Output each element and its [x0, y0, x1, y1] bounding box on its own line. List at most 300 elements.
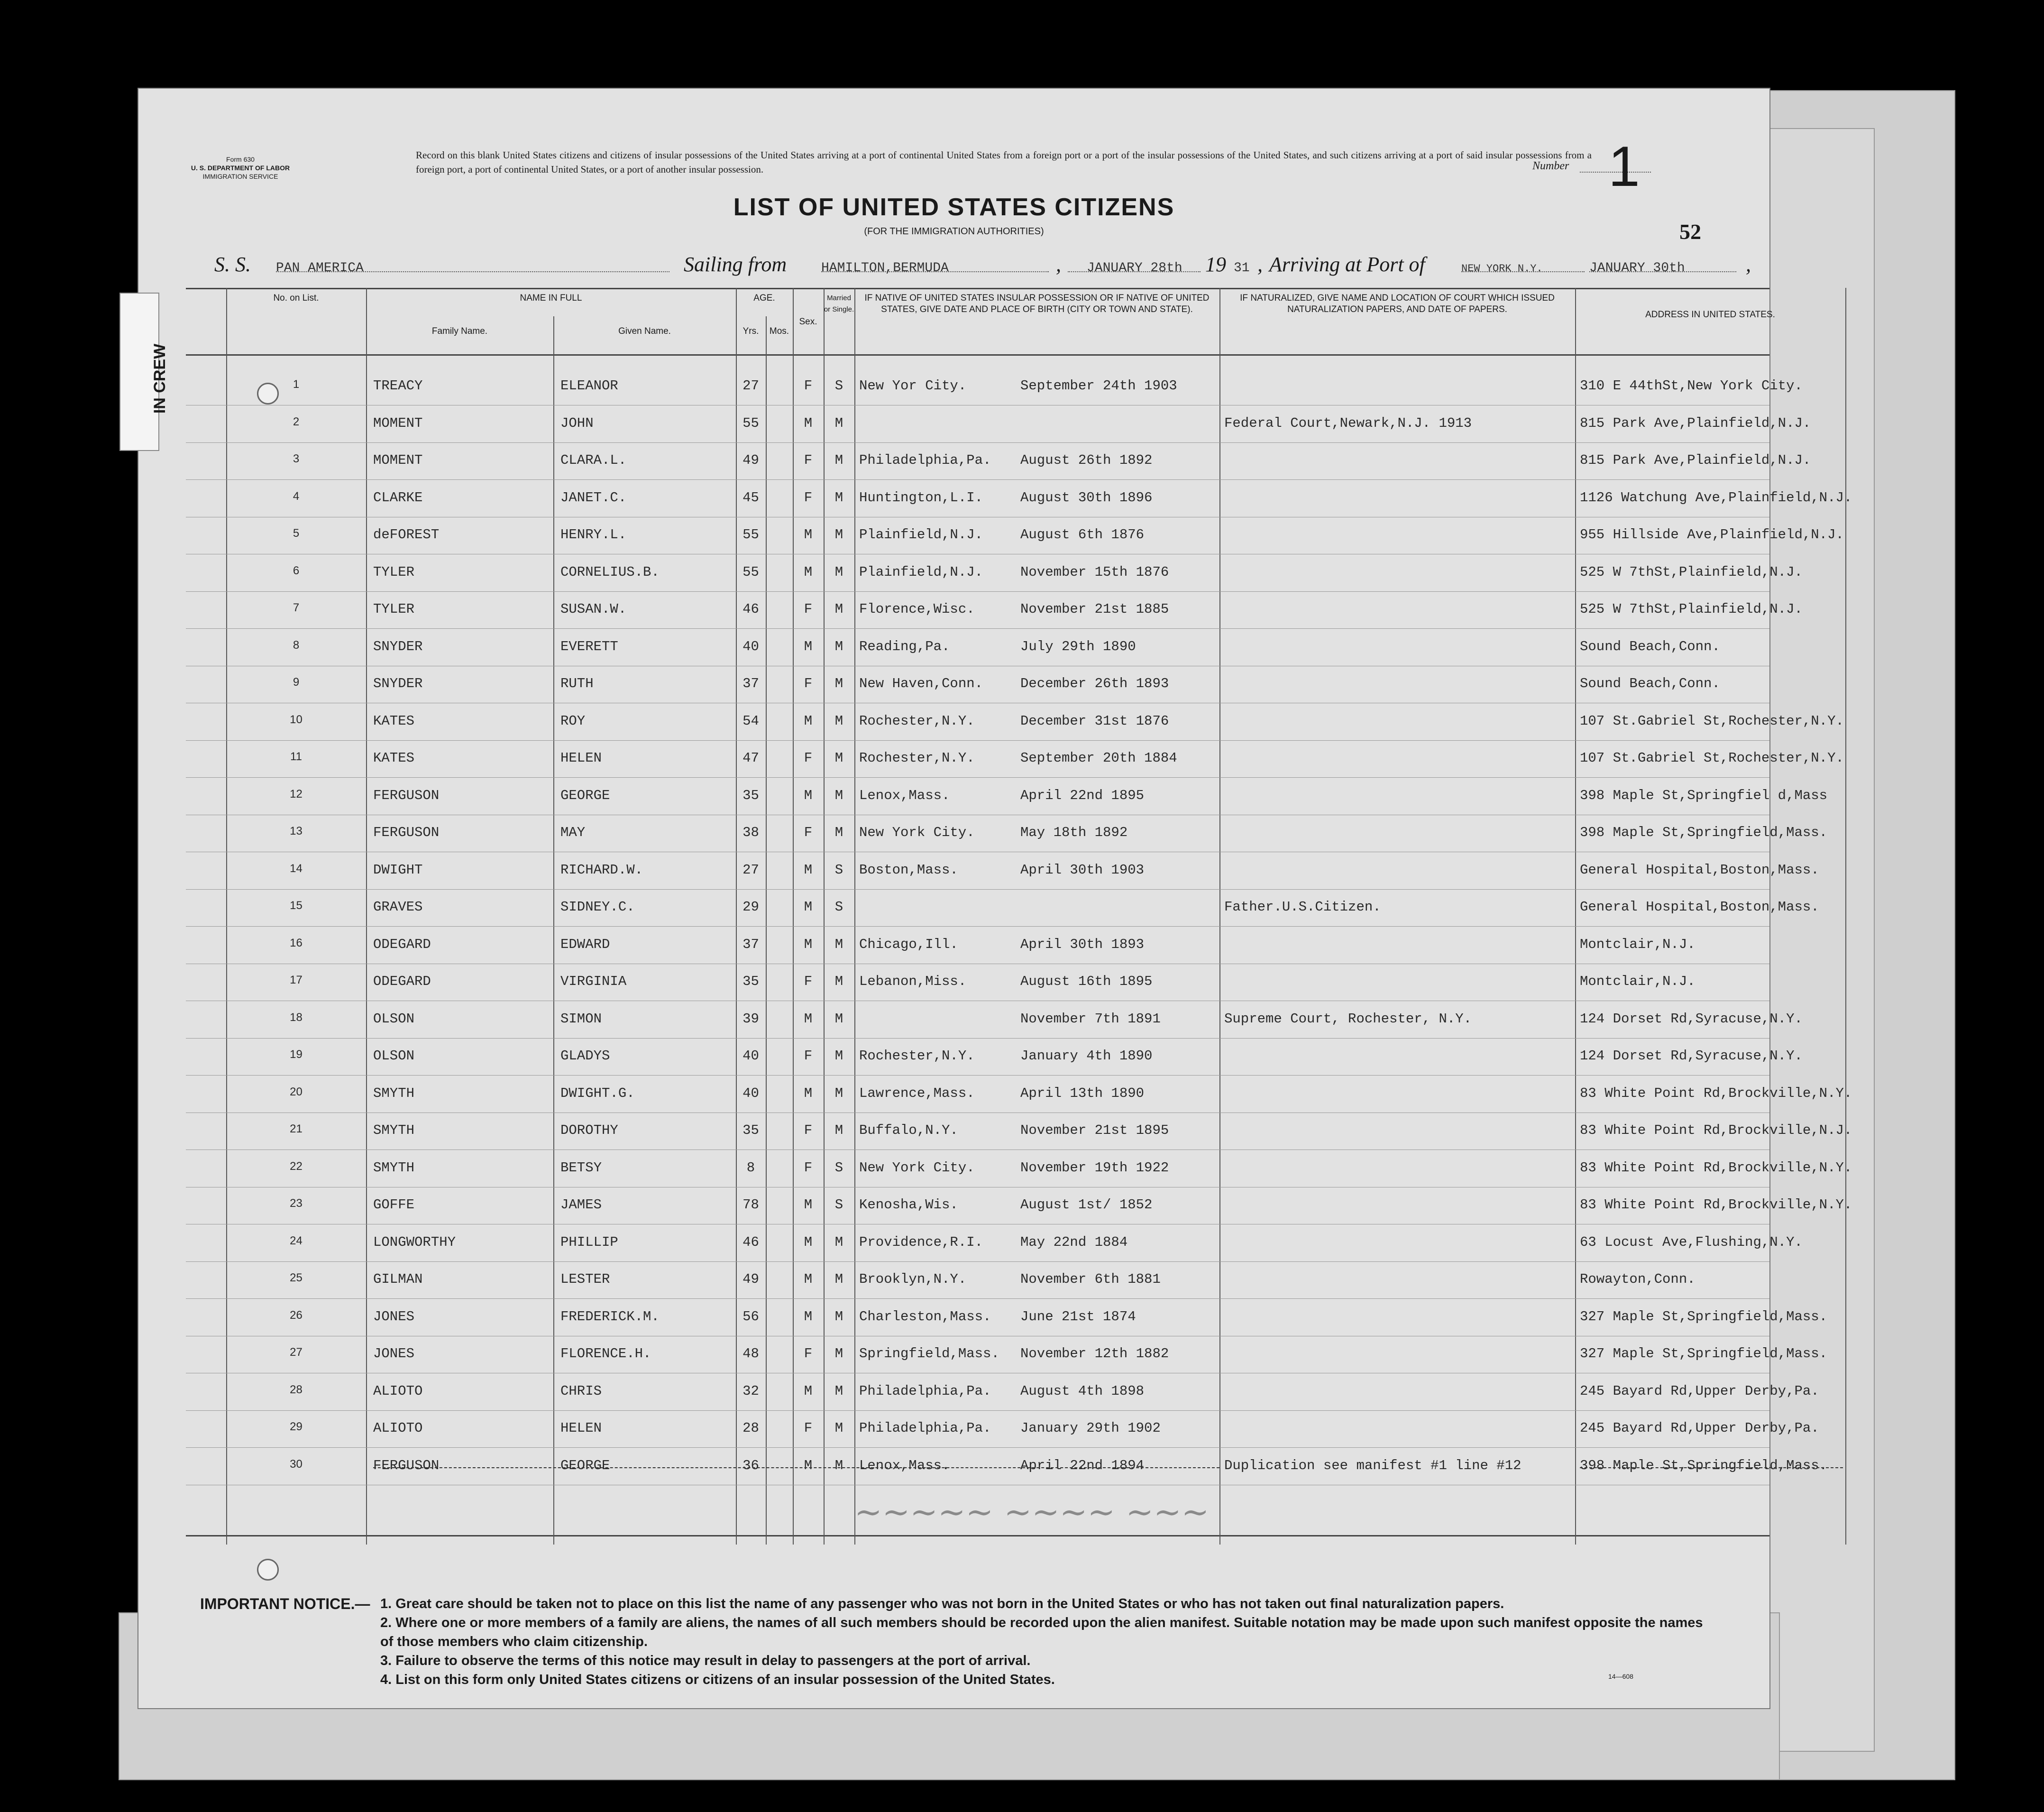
- cell-given: RUTH: [560, 676, 594, 691]
- cell-sex: F: [804, 1346, 813, 1361]
- cell-date: August 16th 1895: [1020, 974, 1153, 989]
- cell-status: M: [834, 1271, 843, 1287]
- cell-age: 38: [742, 825, 759, 840]
- cell-no: 1: [293, 378, 300, 391]
- cell-status: M: [834, 936, 843, 952]
- cell-family: ODEGARD: [373, 974, 431, 989]
- cell-no: 17: [290, 974, 302, 986]
- cell-status: M: [834, 1420, 843, 1436]
- notice-item: 2. Where one or more members of a family are aliens, the names of all such members should be recorded upon the alien manifest. Suitable notation may be made upon such manifest opposite the names of those members who claim citizenship.: [380, 1615, 1703, 1649]
- manifest-page: Form 630 U. S. DEPARTMENT OF LABOR IMMIGRATION SERVICE Record on this blank United States citizens and citizens of insular possessions of the United States arriving at a port of continental United States from a foreign port or a port of the insular possessions of the United States, and such citizens arriving at a port of said insular possessions from a foreign port, a port of continental United States, or a port of another insular possession. Number 1 LIST OF UNITED STATES CITIZENS (FOR THE IMMIGRATION AUTHORITIES) 52 S. S. PAN AMERICA Sailing from HAMILTON,BERMUDA , JANUARY 28th 19 31 , Arriving at Port of NEW YORK N.Y. JANUARY 30th , No. on List. NAME IN FULL Family Name. Given Name. AGE. Yrs. Mos. Sex. Married or Single. IF NATIVE OF UNITED STATES INSULAR POSSESSION OR IF NATIVE OF UNITED STATES, GIVE DATE AND PLACE OF BIRTH (CITY OR TOWN AND STATE). IF NATURALIZED, GIVE NAME AND LOCATION OF COURT WHICH ISSUED NATURALIZATION PAPERS, AND DATE OF PAPERS. ADDRESS IN UNITED STATES. 1 TREACY ELEANOR 27 F S New Yor City. September 24th 1903 310 E 44thSt,New York City. 2 MOMENT JOHN 55 M M Federal Court,Newark,N.J. 1913 815 Park Ave,Plainfield,N.J. 3 MOMENT CLARA.L. 49 F M Philadelphia,Pa. August 26th 1892 815 Park Ave,Plainfield,N.J. 4 CLARKE JANET.C. 45 F M Huntington,L.I. August 30th 1896 1126 Watchung Ave,Plainfield,N.J. 5 deFOREST HENRY.L. 55 M M Plainfield,N.J. August 6th 1876 955 Hillside Ave,Plainfield,N.J. 6 TYLER CORNELIUS.B. 55 M M Plainfield,N.J. November 15th 1876 525 W 7thSt,Plainfield,N.J. 7 TYLER SUSAN.W. 46 F M Florence,Wisc. November 21st 1885 525 W 7thSt,Plainfield,N.J. 8 SNYDER EVERETT 40 M M Reading,Pa. July 29th 1890 Sound Beach,Conn. 9 SNYDER RUTH 37 F M New Haven,Conn. December 26th 1893 Sound Beach,Conn. 10 KATES ROY 54 M M Rochester,N.Y. December 31st 1876 107 St.Gabriel St,Rochester,N.Y. 11 KATES HELEN 47 F M Rochester,N.Y. September 20th 1884 107 St.Gabriel St,Rochester,N.Y. 12 FERGUSON GEORGE 35 M M Lenox,Mass. April 22nd 1895 398 Maple St,Springfiel d,Mass 13 FERGUSON MAY 38 F M New York City. May 18th 1892 398 Maple St,Springfield,Mass. 14 DWIGHT RICHARD.W. 27 M S Boston,Mass. April 30th 1903 General Hospital,Boston,Mass. 15 GRAVES SIDNEY.C. 29 M S Father.U.S.Citizen. General Hospital,Boston,Mass. 16 ODEGARD EDWARD 37 M M Chicago,Ill. April 30th 1893 Montclair,N.J. 17 ODEGARD VIRGINIA 35 F M Lebanon,Miss. August 16th 1895 Montclair,N.J. 18 OLSON SIMON 39 M M November 7th 1891 Supreme Court, Rochester, N.Y. 124 Dorset Rd,Syracuse,N.Y. 19 OLSON GLADYS 40 F M Rochester,N.Y. January 4th 1890 124 Dorset Rd,Syracuse,N.Y. 20 SMYTH DWIGHT.G. 40 M M Lawrence,Mass. April 13th 1890 83 White Point Rd,Brockville,N.Y. 21 SMYTH DOROTHY 35 F M Buffalo,N.Y. November 21st 1895 83 White Point Rd,Brockville,N.J. 22 SMYTH BETSY 8 F S New York City. November 19th 1922 83 White Point Rd,Brockville,N.Y. 23 GOFFE JAMES 78 M S Kenosha,Wis. August 1st/ 1852 83 White Point Rd,Brockville,N.Y. 24 LONGWORTHY PHILLIP 46 M M Providence,R.I. May 22nd 1884 63 Locust Ave,Flushing,N.Y. 25 GILMAN LESTER 49 M M Brooklyn,N.Y. November 6th 1881 Rowayton,Conn. 26 JONES FREDERICK.M. 56 M M Charleston,Mass. June 21st 1874 327 Maple St,Springfield,Mass. 27 JONES FLORENCE.H. 48 F M Springfield,Mass. November 12th 1882 327 Maple St,Springfield,Mass. 28 ALIOTO CHRIS 32 M M Philadelphia,Pa. August 4th 1898 245 Bayard Rd,Upper Derby,Pa. 29 ALIOTO HELEN 28 F M Philadelphia,Pa. January 29th 1902 245 Bayard Rd,Upper Derby,Pa. 30 FERGUSON GEORGE 36 M M Lenox,Mass. April 22nd 1894 Duplication see manifest #1 line #12 398 Maple St,Springfield,Mass. IN CREW ~~~~~ ~~~~ ~~~ IMPORTANT NOTICE.— 1. Great care should be taken not to place on this list the name of any passenger who was not born in the United States or who has not taken out final naturalization papers. 2. Where one or more members of a family are aliens, the names of all such members should be recorded upon the alien manifest. Suitable notation may be made upon such manifest opposite the names of those members who claim citizenship. 3. Failure to observe the terms of this notice may result in delay to passengers at the port of arrival. 4. List on this form only United States citizens or citizens of an insular possession of the United States. 14—608: [137, 88, 1770, 1709]
- row-divider: [186, 1075, 1769, 1076]
- row-divider: [186, 926, 1769, 927]
- cell-age: 37: [742, 676, 759, 691]
- cell-age: 46: [742, 601, 759, 617]
- row-divider: [186, 628, 1769, 629]
- cell-given: VIRGINIA: [560, 974, 627, 989]
- footer-code: 14—608: [1608, 1673, 1633, 1680]
- sailing-year-prefix: 19: [1205, 253, 1226, 276]
- cell-no: 28: [290, 1383, 302, 1396]
- cell-family: FERGUSON: [373, 825, 440, 840]
- cell-family: TREACY: [373, 378, 423, 394]
- cell-age: 55: [742, 527, 759, 543]
- header-no: No. on List.: [273, 293, 319, 303]
- cell-status: S: [834, 378, 843, 394]
- cell-family: JONES: [373, 1308, 415, 1325]
- cell-age: 54: [742, 713, 759, 729]
- cell-given: FLORENCE.H.: [560, 1346, 651, 1361]
- cell-age: 29: [742, 899, 759, 915]
- header-given-name: Given Name.: [618, 326, 671, 336]
- cell-sex: F: [804, 601, 813, 617]
- cell-date: April 30th 1903: [1020, 862, 1145, 878]
- cell-status: M: [834, 676, 843, 691]
- number-label: Number: [1532, 160, 1569, 172]
- cell-family: TYLER: [373, 564, 415, 580]
- cell-place: Lebanon,Miss.: [859, 974, 967, 989]
- cell-status: M: [834, 489, 843, 506]
- cell-address: 107 St.Gabriel St,Rochester,N.Y.: [1580, 713, 1844, 729]
- cell-status: M: [834, 601, 843, 617]
- cell-address: 310 E 44thSt,New York City.: [1580, 378, 1803, 394]
- cell-given: HELEN: [560, 750, 602, 766]
- row-divider: [186, 442, 1769, 443]
- cell-no: 26: [290, 1308, 302, 1322]
- cell-age: 40: [742, 638, 759, 654]
- passenger-table: [186, 288, 1852, 1545]
- row-divider: [186, 1038, 1769, 1039]
- cell-date: April 22nd 1895: [1020, 787, 1145, 803]
- page-number: 52: [1679, 220, 1701, 244]
- cell-address: Rowayton,Conn.: [1580, 1271, 1696, 1287]
- cell-address: Sound Beach,Conn.: [1580, 676, 1720, 691]
- cell-no: 5: [293, 527, 300, 540]
- cell-family: TYLER: [373, 601, 415, 617]
- cell-family: KATES: [373, 750, 415, 766]
- cell-no: 24: [290, 1234, 302, 1247]
- cell-family: SMYTH: [373, 1122, 415, 1138]
- cell-age: 8: [746, 1159, 755, 1176]
- cell-place: Buffalo,N.Y.: [859, 1122, 958, 1138]
- cell-age: 36: [742, 1457, 759, 1473]
- cell-status: M: [834, 825, 843, 840]
- cell-address: 245 Bayard Rd,Upper Derby,Pa.: [1580, 1383, 1819, 1399]
- cell-family: GOFFE: [373, 1197, 415, 1213]
- cell-family: GRAVES: [373, 899, 423, 915]
- cell-date: January 29th 1902: [1020, 1420, 1161, 1436]
- cell-age: 27: [742, 378, 759, 394]
- cell-sex: M: [804, 899, 813, 915]
- cell-sex: M: [804, 862, 813, 878]
- cell-address: 398 Maple St,Springfiel d,Mass: [1580, 787, 1828, 803]
- cell-family: JONES: [373, 1346, 415, 1361]
- row-divider: [186, 1298, 1769, 1299]
- cell-sex: M: [804, 713, 813, 729]
- cell-place: Boston,Mass.: [859, 862, 958, 878]
- cell-status: M: [834, 1234, 843, 1250]
- cell-age: 49: [742, 452, 759, 468]
- cell-place: New York City.: [859, 1159, 975, 1176]
- cell-date: November 19th 1922: [1020, 1159, 1169, 1176]
- cell-place: Rochester,N.Y.: [859, 1048, 975, 1064]
- cell-address: 327 Maple St,Springfield,Mass.: [1580, 1308, 1828, 1325]
- cell-place: Plainfield,N.J.: [859, 564, 983, 580]
- cell-sex: M: [804, 415, 813, 431]
- cell-sex: F: [804, 825, 813, 840]
- cell-age: 35: [742, 974, 759, 989]
- cell-no: 18: [290, 1011, 302, 1024]
- cell-age: 39: [742, 1011, 759, 1027]
- cell-sex: M: [804, 1383, 813, 1399]
- cell-address: 124 Dorset Rd,Syracuse,N.Y.: [1580, 1048, 1803, 1064]
- header-sex: Sex.: [799, 317, 817, 327]
- cell-no: 2: [293, 415, 300, 428]
- cell-no: 30: [290, 1457, 302, 1471]
- cell-no: 25: [290, 1271, 302, 1284]
- cell-no: 14: [290, 862, 302, 875]
- ss-label: S. S.: [214, 253, 251, 276]
- cell-place: Philadelphia,Pa.: [859, 1420, 991, 1436]
- cell-date: December 26th 1893: [1020, 676, 1169, 691]
- cell-place: New Yor City.: [859, 378, 967, 394]
- row-divider: [186, 1261, 1769, 1262]
- cell-age: 35: [742, 1122, 759, 1138]
- cell-date: November 21st 1885: [1020, 601, 1169, 617]
- cell-family: deFOREST: [373, 527, 440, 543]
- department: U. S. DEPARTMENT OF LABOR: [191, 164, 290, 172]
- cell-no: 21: [290, 1122, 302, 1135]
- cell-given: ELEANOR: [560, 378, 618, 394]
- cell-status: M: [834, 1383, 843, 1399]
- sailing-year: 31: [1234, 261, 1250, 276]
- sailing-port-line: [821, 252, 1049, 276]
- header-married: Married or Single.: [824, 294, 854, 313]
- notice-item: 1. Great care should be taken not to place on this list the name of any passenger who was not born in the United States or who has not taken out final naturalization papers.: [380, 1596, 1504, 1611]
- cell-address: 815 Park Ave,Plainfield,N.J.: [1580, 415, 1811, 431]
- cell-age: 45: [742, 489, 759, 506]
- cell-given: JANET.C.: [560, 489, 627, 506]
- notice-item: 4. List on this form only United States citizens or citizens of an insular possession of the United States.: [380, 1672, 1055, 1687]
- cell-address: 83 White Point Rd,Brockville,N.Y.: [1580, 1085, 1852, 1101]
- cell-age: 40: [742, 1048, 759, 1064]
- cell-given: EDWARD: [560, 936, 610, 952]
- cell-sex: M: [804, 1197, 813, 1213]
- cell-given: SUSAN.W.: [560, 601, 627, 617]
- cell-place: New Haven,Conn.: [859, 676, 983, 691]
- cell-date: June 21st 1874: [1020, 1308, 1136, 1325]
- cell-family: LONGWORTHY: [373, 1234, 456, 1250]
- cell-family: KATES: [373, 713, 415, 729]
- cell-address: 955 Hillside Ave,Plainfield,N.J.: [1580, 527, 1844, 543]
- cell-sex: M: [804, 1234, 813, 1250]
- cell-age: 46: [742, 1234, 759, 1250]
- cell-address: 525 W 7thSt,Plainfield,N.J.: [1580, 564, 1803, 580]
- sailing-label: Sailing from: [684, 253, 787, 276]
- cell-sex: F: [804, 974, 813, 989]
- cell-address: Montclair,N.J.: [1580, 974, 1696, 989]
- cell-family: ALIOTO: [373, 1420, 423, 1436]
- cell-family: FERGUSON: [373, 787, 440, 803]
- cell-no: 16: [290, 936, 302, 949]
- cell-no: 22: [290, 1159, 302, 1173]
- cell-place: Charleston,Mass.: [859, 1308, 991, 1325]
- cell-date: April 30th 1893: [1020, 936, 1145, 952]
- form-identifier: [186, 155, 295, 181]
- cell-address: Sound Beach,Conn.: [1580, 638, 1720, 654]
- cell-address: General Hospital,Boston,Mass.: [1580, 899, 1819, 915]
- cell-age: 55: [742, 415, 759, 431]
- cell-sex: M: [804, 1011, 813, 1027]
- cell-sex: M: [804, 1271, 813, 1287]
- sailing-date-line: [1068, 252, 1201, 276]
- row-divider: [186, 777, 1769, 778]
- row-divider: [186, 740, 1769, 741]
- cell-status: S: [834, 1159, 843, 1176]
- arriving-date: JANUARY 30th: [1589, 261, 1685, 276]
- cell-naturalized: Duplication see manifest #1 line #12: [1224, 1457, 1522, 1473]
- cell-family: DWIGHT: [373, 862, 423, 878]
- cell-age: 47: [742, 750, 759, 766]
- cell-age: 48: [742, 1346, 759, 1361]
- cell-given: EVERETT: [560, 638, 618, 654]
- manifest-number: 1: [1608, 135, 1640, 198]
- cell-date: August 4th 1898: [1020, 1383, 1145, 1399]
- cell-given: GEORGE: [560, 787, 610, 803]
- cell-age: 35: [742, 787, 759, 803]
- cell-sex: M: [804, 564, 813, 580]
- cell-date: May 18th 1892: [1020, 825, 1128, 840]
- cell-status: M: [834, 452, 843, 468]
- cell-date: September 20th 1884: [1020, 750, 1177, 766]
- cell-given: CHRIS: [560, 1383, 602, 1399]
- cell-place: Springfield,Mass.: [859, 1346, 999, 1361]
- cell-date: November 21st 1895: [1020, 1122, 1169, 1138]
- cell-given: ROY: [560, 713, 586, 729]
- cell-place: Lenox,Mass.: [859, 1457, 950, 1473]
- cell-status: M: [834, 713, 843, 729]
- cell-given: SIMON: [560, 1011, 602, 1027]
- cell-sex: M: [804, 1308, 813, 1325]
- cell-sex: F: [804, 1420, 813, 1436]
- cell-family: MOMENT: [373, 415, 423, 431]
- cell-no: 29: [290, 1420, 302, 1433]
- cell-address: 327 Maple St,Springfield,Mass.: [1580, 1346, 1828, 1361]
- cell-place: Providence,R.I.: [859, 1234, 983, 1250]
- cell-sex: F: [804, 750, 813, 766]
- cell-no: 20: [290, 1085, 302, 1098]
- cell-age: 37: [742, 936, 759, 952]
- cell-place: Reading,Pa.: [859, 638, 950, 654]
- cell-date: May 22nd 1884: [1020, 1234, 1128, 1250]
- cell-family: ODEGARD: [373, 936, 431, 952]
- notice-heading: IMPORTANT NOTICE.—: [200, 1595, 370, 1612]
- cell-date: September 24th 1903: [1020, 378, 1177, 394]
- cell-family: OLSON: [373, 1048, 415, 1064]
- cell-no: 23: [290, 1197, 302, 1210]
- cell-status: M: [834, 1457, 843, 1473]
- cell-given: HELEN: [560, 1420, 602, 1436]
- strike-through: [373, 1467, 1219, 1468]
- cell-given: LESTER: [560, 1271, 610, 1287]
- cell-sex: F: [804, 676, 813, 691]
- cell-sex: M: [804, 787, 813, 803]
- cell-date: December 31st 1876: [1020, 713, 1169, 729]
- cell-place: Chicago,Ill.: [859, 936, 958, 952]
- cell-no: 12: [290, 787, 302, 800]
- cell-status: M: [834, 1085, 843, 1101]
- sailing-port: HAMILTON,BERMUDA: [821, 261, 949, 276]
- cell-given: SIDNEY.C.: [560, 899, 635, 915]
- cell-address: 398 Maple St,Springfield,Mass.: [1580, 825, 1828, 840]
- cell-place: New York City.: [859, 825, 975, 840]
- cell-place: Philadelphia,Pa.: [859, 452, 991, 468]
- cell-status: S: [834, 1197, 843, 1213]
- cell-place: Philadelphia,Pa.: [859, 1383, 991, 1399]
- cell-date: November 7th 1891: [1020, 1011, 1161, 1027]
- cell-address: 63 Locust Ave,Flushing,N.Y.: [1580, 1234, 1803, 1250]
- cell-no: 27: [290, 1346, 302, 1359]
- side-tab-label: IN CREW: [151, 343, 169, 414]
- cell-status: M: [834, 974, 843, 989]
- cell-no: 13: [290, 825, 302, 837]
- cell-no: 8: [293, 638, 300, 652]
- cell-status: M: [834, 1346, 843, 1361]
- cell-place: Huntington,L.I.: [859, 489, 983, 506]
- cell-status: M: [834, 638, 843, 654]
- cell-place: Brooklyn,N.Y.: [859, 1271, 967, 1287]
- strike-through: [1580, 1467, 1843, 1468]
- cell-family: GILMAN: [373, 1271, 423, 1287]
- cell-given: HENRY.L.: [560, 527, 627, 543]
- cell-no: 4: [293, 489, 300, 503]
- cell-given: GLADYS: [560, 1048, 610, 1064]
- cell-age: 49: [742, 1271, 759, 1287]
- header-yrs: Yrs.: [742, 326, 759, 336]
- cell-status: M: [834, 1308, 843, 1325]
- row-divider: [186, 1410, 1769, 1411]
- page-title: LIST OF UNITED STATES CITIZENS: [733, 193, 1175, 221]
- row-divider: [186, 479, 1769, 480]
- row-divider: [186, 1447, 1769, 1448]
- cell-address: 815 Park Ave,Plainfield,N.J.: [1580, 452, 1811, 468]
- cell-age: 56: [742, 1308, 759, 1325]
- cell-date: November 15th 1876: [1020, 564, 1169, 580]
- cell-status: M: [834, 1122, 843, 1138]
- ship-name: PAN AMERICA: [276, 261, 364, 276]
- binder-hole: [257, 383, 279, 405]
- cell-sex: M: [804, 638, 813, 654]
- cell-age: 55: [742, 564, 759, 580]
- cell-family: FERGUSON: [373, 1457, 440, 1473]
- row-divider: [186, 889, 1769, 890]
- cell-status: S: [834, 899, 843, 915]
- cell-sex: F: [804, 1159, 813, 1176]
- cell-age: 28: [742, 1420, 759, 1436]
- cell-given: RICHARD.W.: [560, 862, 643, 878]
- cell-given: JAMES: [560, 1197, 602, 1213]
- sailing-date: JANUARY 28th: [1087, 261, 1182, 276]
- cell-address: 83 White Point Rd,Brockville,N.Y.: [1580, 1197, 1852, 1213]
- cell-no: 7: [293, 601, 300, 614]
- arriving-port: NEW YORK N.Y.: [1461, 263, 1543, 275]
- cell-age: 40: [742, 1085, 759, 1101]
- cell-no: 10: [290, 713, 302, 726]
- cell-date: April 13th 1890: [1020, 1085, 1145, 1101]
- cell-date: August 6th 1876: [1020, 527, 1145, 543]
- cell-place: Lawrence,Mass.: [859, 1085, 975, 1101]
- cell-address: 398 Maple St,Springfield,Mass.: [1580, 1457, 1828, 1473]
- cell-address: General Hospital,Boston,Mass.: [1580, 862, 1819, 878]
- cell-given: DOROTHY: [560, 1122, 618, 1138]
- cell-given: CORNELIUS.B.: [560, 564, 660, 580]
- header-name-in-full: NAME IN FULL: [520, 293, 582, 303]
- cell-given: FREDERICK.M.: [560, 1308, 660, 1325]
- cell-given: JOHN: [560, 415, 594, 431]
- cell-no: 6: [293, 564, 300, 577]
- arriving-label: Arriving at Port of: [1269, 253, 1425, 276]
- header-mos: Mos.: [769, 326, 789, 336]
- cell-status: S: [834, 862, 843, 878]
- header-birth: IF NATIVE OF UNITED STATES INSULAR POSSESSION OR IF NATIVE OF UNITED STATES, GIVE DATE AND PLACE OF BIRTH (CITY OR TOWN AND STATE).: [864, 293, 1210, 314]
- cell-age: 78: [742, 1197, 759, 1213]
- side-tab: [119, 293, 169, 451]
- header-family-name: Family Name.: [431, 326, 488, 336]
- cell-given: GEORGE: [560, 1457, 610, 1473]
- header-naturalized: IF NATURALIZED, GIVE NAME AND LOCATION OF COURT WHICH ISSUED NATURALIZATION PAPERS, AND DATE OF PAPERS.: [1240, 293, 1555, 314]
- cell-date: November 6th 1881: [1020, 1271, 1161, 1287]
- cell-address: 525 W 7thSt,Plainfield,N.J.: [1580, 601, 1803, 617]
- service: IMMIGRATION SERVICE: [202, 173, 278, 180]
- cell-age: 32: [742, 1383, 759, 1399]
- cell-address: 83 White Point Rd,Brockville,N.J.: [1580, 1122, 1852, 1138]
- cell-sex: F: [804, 378, 813, 394]
- cell-naturalized: Federal Court,Newark,N.J. 1913: [1224, 415, 1472, 431]
- cell-family: ALIOTO: [373, 1383, 423, 1399]
- cell-no: 19: [290, 1048, 302, 1061]
- arriving-date-line: [1589, 252, 1736, 276]
- cell-date: August 30th 1896: [1020, 489, 1153, 506]
- record-instructions: Record on this blank United States citizens and citizens of insular possessions of the United States arriving at a port of continental United States from a foreign port or a port of the insular possessions of the United States, and such citizens arriving at a port of said insular possessions from a foreign port, a port of continental United States, or a port of another insular possession.: [416, 149, 1592, 175]
- cell-date: January 4th 1890: [1020, 1048, 1153, 1064]
- cell-place: Rochester,N.Y.: [859, 750, 975, 766]
- cell-address: 107 St.Gabriel St,Rochester,N.Y.: [1580, 750, 1844, 766]
- header-age: AGE.: [753, 293, 775, 303]
- cell-sex: F: [804, 1048, 813, 1064]
- cell-given: BETSY: [560, 1159, 602, 1176]
- cell-address: 83 White Point Rd,Brockville,N.Y.: [1580, 1159, 1852, 1176]
- cell-place: Rochester,N.Y.: [859, 713, 975, 729]
- cell-naturalized: Father.U.S.Citizen.: [1224, 899, 1381, 915]
- cell-date: July 29th 1890: [1020, 638, 1136, 654]
- cell-status: M: [834, 527, 843, 543]
- cell-status: M: [834, 415, 843, 431]
- cell-sex: F: [804, 452, 813, 468]
- cell-address: Montclair,N.J.: [1580, 936, 1696, 952]
- cell-sex: M: [804, 1085, 813, 1101]
- cell-sex: M: [804, 1457, 813, 1473]
- cell-given: CLARA.L.: [560, 452, 627, 468]
- cell-given: MAY: [560, 825, 586, 840]
- cell-place: Plainfield,N.J.: [859, 527, 983, 543]
- cell-no: 15: [290, 899, 302, 912]
- cell-address: 124 Dorset Rd,Syracuse,N.Y.: [1580, 1011, 1803, 1027]
- cell-family: OLSON: [373, 1011, 415, 1027]
- cell-sex: M: [804, 936, 813, 952]
- cell-sex: M: [804, 527, 813, 543]
- cell-family: SNYDER: [373, 638, 423, 654]
- cell-family: SNYDER: [373, 676, 423, 691]
- cell-date: November 12th 1882: [1020, 1346, 1169, 1361]
